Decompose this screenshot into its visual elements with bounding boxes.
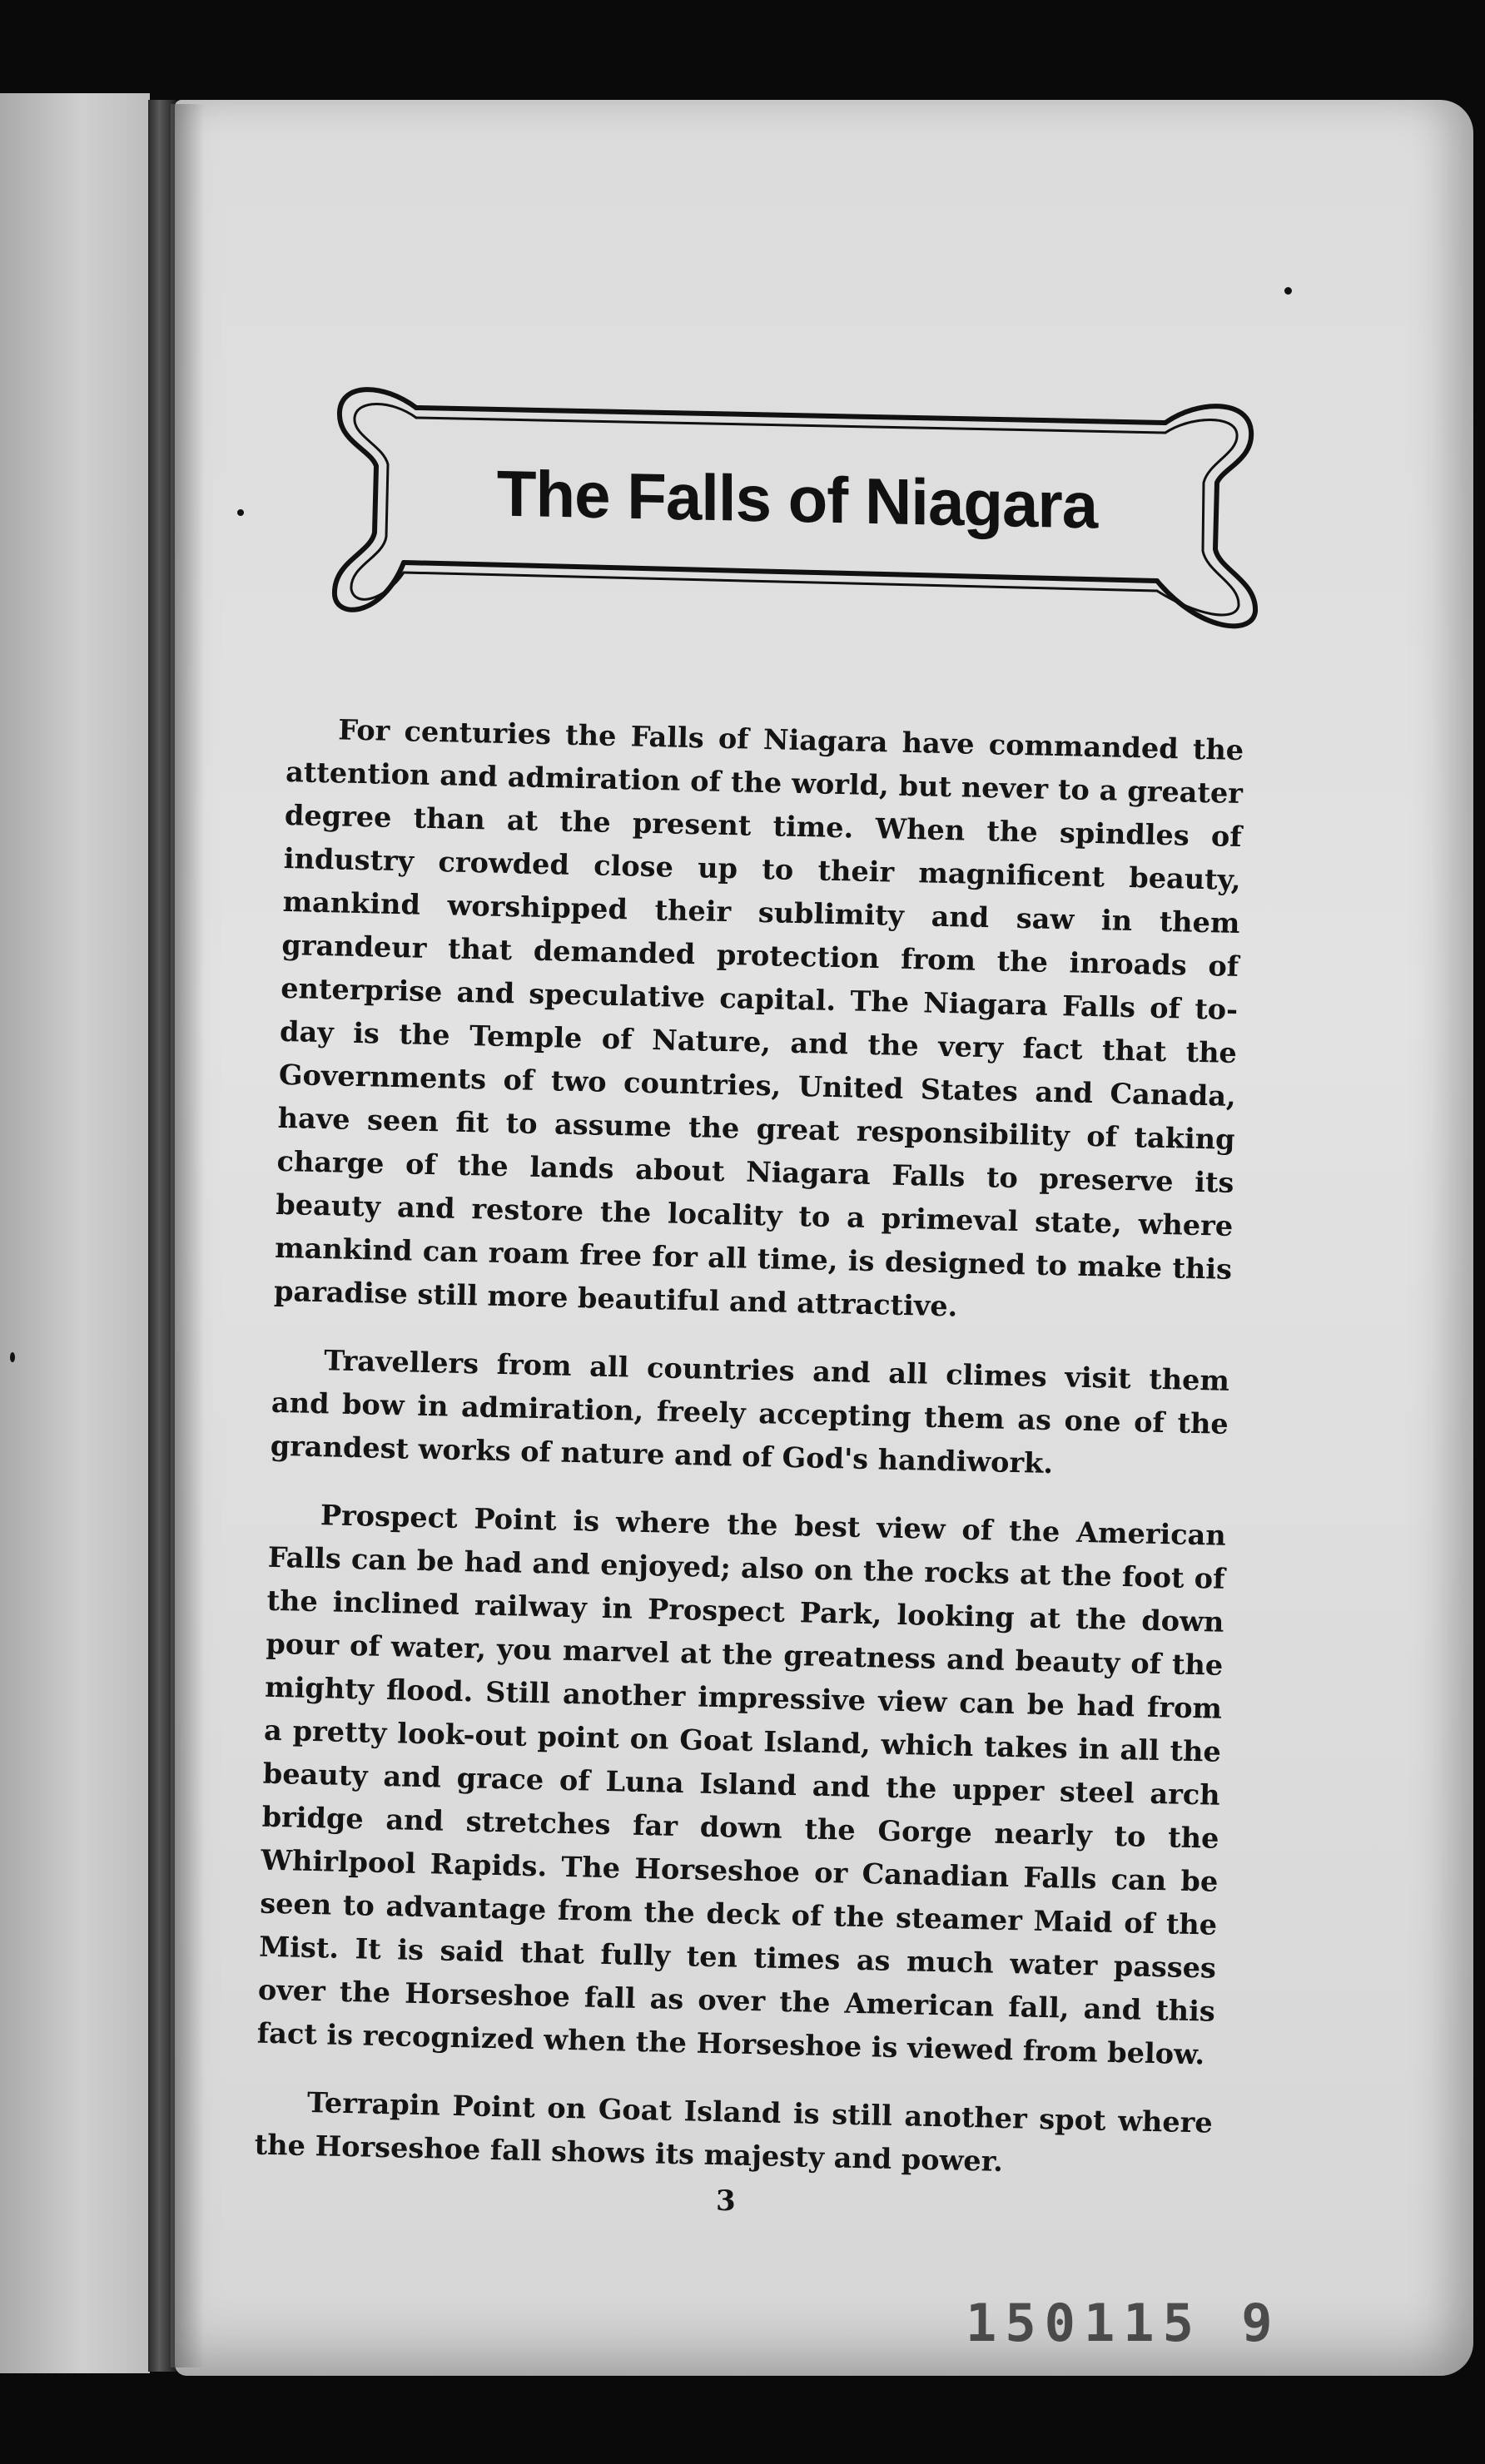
page-number: 3 <box>716 2184 736 2218</box>
page-title: The Falls of Niagara <box>496 455 1098 543</box>
paragraph: Terrapin Point on Goat Island is still another spot where the Horseshoe fall shows its majesty and power. <box>254 2085 1214 2178</box>
paragraph: For centuries the Falls of Niagara have commanded the attention and admiration of the world, but never to a greater degree than at the present time. When the spindles of industry crowded close up to their magnificent beauty, mankind worshipped their sublimity and saw in them grandeur that demanded protection from the inroads of enterprise and speculative capital. The Niagara Falls of to-day is the Temple of Nature, and the very fact that the Governments of two countries, United States and Canada, have seen fit to assume the great responsibility of taking charge of the lands about Niagara Falls to preserve its beauty and restore the locality to a primeval state, where mankind can roam free for all time, is designed to make this paradise still more beautiful and attractive. <box>273 713 1244 1323</box>
dust-speck <box>10 1352 15 1362</box>
body-text <box>254 707 1244 2214</box>
facing-page-edge <box>0 93 150 2373</box>
paragraph: Prospect Point is where the best view of the American Falls can be had and enjoyed; also on the rocks at the foot of the inclined railway in Prospect Park, looking at the down pour of water, you marvel at the greatness and beauty of the mighty flood. Still another impressive view can be had from a pretty look-out point on Goat Island, which takes in all the beauty and grace of Luna Island and the upper steel arch bridge and stretches far down the Gorge nearly to the Whirlpool Rapids. The Horseshoe or Canadian Falls can be seen to advantage from the deck of the steamer Maid of the Mist. It is said that fully ten times as much water passes over the Horseshoe fall as over the American fall, and this fact is recognized when the Horseshoe is viewed from below. <box>256 1499 1227 2071</box>
gutter-shadow <box>171 104 204 2367</box>
title-cartouche <box>325 366 1269 632</box>
accession-number-stamp: 150115 9 <box>966 2293 1281 2353</box>
dust-speck <box>237 509 244 516</box>
paragraph: Travellers from all countries and all climes visit them and bow in admiration, freely accepting them as one of the grandest works of nature and of God's handiwork. <box>270 1344 1230 1480</box>
dust-speck <box>1284 287 1292 295</box>
